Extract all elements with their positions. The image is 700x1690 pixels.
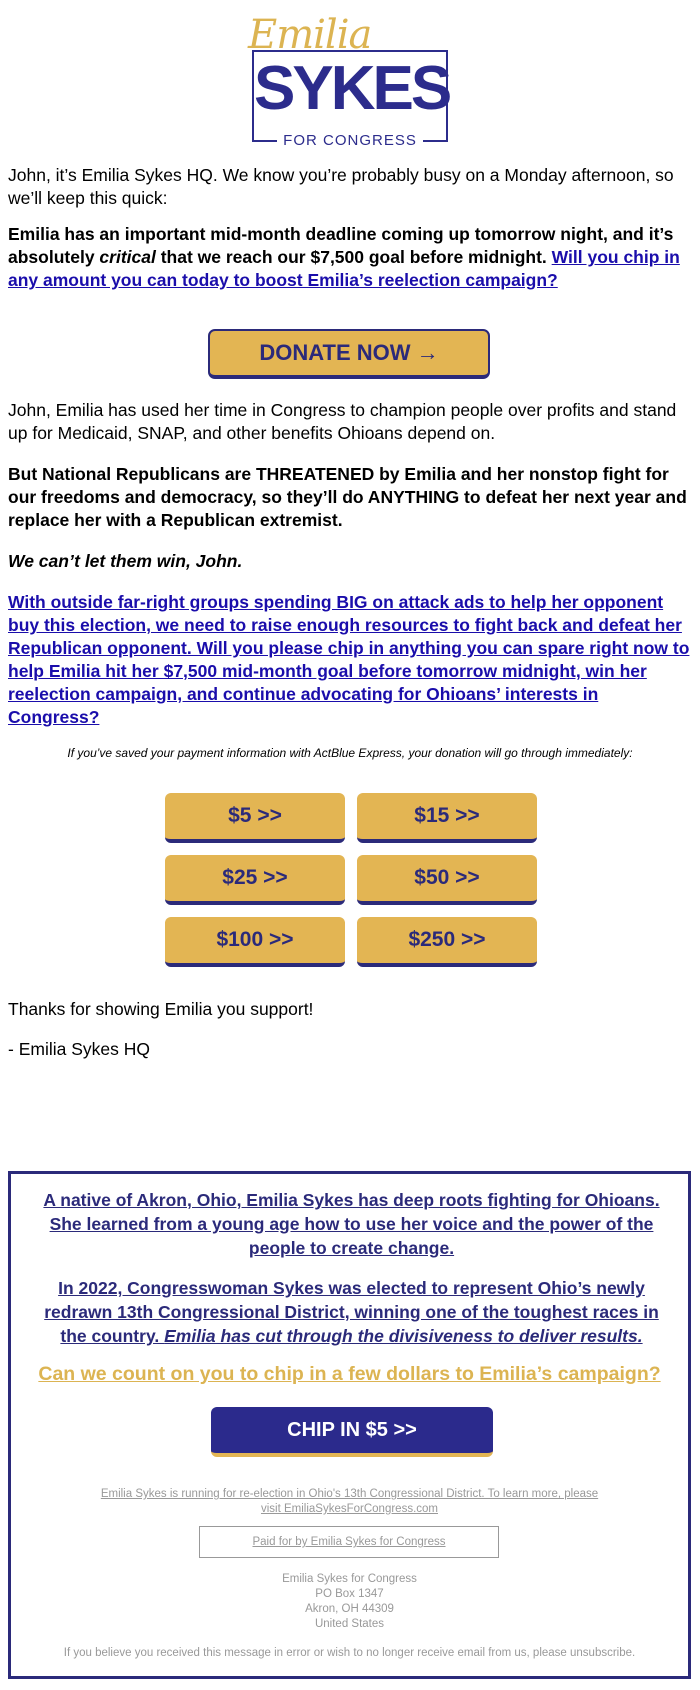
- address-line-2: PO Box 1347: [315, 1588, 384, 1600]
- bio-paragraph-2: In 2022, Congresswoman Sykes was elected to represent Ohio’s newly redrawn 13th Congressional District, winning one of the toughest races in the country. Emilia has cut through the divisiveness to deliver results.: [44, 1278, 659, 1346]
- signoff-line: - Emilia Sykes HQ: [8, 1039, 150, 1059]
- appeal-paragraph: [8, 591, 694, 729]
- chip-in-5-button[interactable]: CHIP IN $5 >>: [211, 1407, 493, 1457]
- logo-surname: SYKES: [254, 54, 450, 123]
- cant-let-them-win: We can’t let them win, John.: [8, 551, 243, 571]
- disclaimer-line-1: Emilia Sykes is running for re-election in Ohio's 13th Congressional District. To learn more, please: [100, 1488, 599, 1500]
- address-line-1: Emilia Sykes for Congress: [282, 1573, 417, 1585]
- campaign-logo: [248, 12, 458, 152]
- unsubscribe-notice[interactable]: If you believe you received this message in error or wish to no longer receive email from us, please unsubscribe.: [63, 1647, 636, 1659]
- chip-in-ask[interactable]: Can we count on you to chip in a few dollars to Emilia’s campaign?: [38, 1363, 661, 1385]
- donate-15-button[interactable]: $15 >>: [357, 793, 537, 843]
- logo-frame: [252, 50, 450, 149]
- deadline-paragraph: Emilia has an important mid-month deadline coming up tomorrow night, and it’s absolutely critical that we reach our $7,500 goal before midnight. Will you chip in any amount you can today to boost Emilia’s reelection campaign?: [8, 224, 680, 290]
- threat-paragraph: But National Republicans are THREATENED by Emilia and her nonstop fight for our freedoms and democracy, so they’ll do ANYTHING to defeat her next year and replace her with a Republican extremist.: [8, 464, 687, 530]
- deadline-donate-link[interactable]: Will you chip in any amount you can today to boost Emilia’s reelection campaign?: [8, 247, 680, 290]
- actblue-note: If you’ve saved your payment information with ActBlue Express, your donation will go through immediately:: [67, 746, 633, 760]
- intro-paragraph: John, it’s Emilia Sykes HQ. We know you’re probably busy on a Monday afternoon, so we’ll keep this quick:: [8, 165, 674, 208]
- campaign-site-link[interactable]: visit EmiliaSykesForCongress.com: [260, 1503, 438, 1515]
- donate-50-button[interactable]: $50 >>: [357, 855, 537, 905]
- thanks-line: Thanks for showing Emilia you support!: [8, 999, 314, 1019]
- donate-250-button[interactable]: $250 >>: [357, 917, 537, 967]
- footer-box: [8, 1171, 691, 1679]
- donate-now-button[interactable]: DONATE NOW →: [208, 329, 490, 379]
- record-paragraph: John, Emilia has used her time in Congress to champion people over profits and stand up for Medicaid, SNAP, and other benefits Ohioans depend on.: [8, 400, 677, 443]
- donate-25-button[interactable]: $25 >>: [165, 855, 345, 905]
- donate-100-button[interactable]: $100 >>: [165, 917, 345, 967]
- address-line-4: United States: [314, 1618, 385, 1630]
- bio-paragraph-1: A native of Akron, Ohio, Emilia Sykes has deep roots fighting for Ohioans. She learned from a young age how to use her voice and the power of the people to create change.: [43, 1190, 660, 1258]
- appeal-donate-link[interactable]: With outside far-right groups spending BIG on attack ads to help her opponent buy this election, we need to raise enough resources to fight back and defeat her Republican opponent. Will you please chip in anything you can spare right now to help Emilia hit her $7,500 mid-month goal before tomorrow midnight, win her reelection campaign, and continue advocating for Ohioans’ interests in Congress?: [8, 592, 690, 727]
- donate-5-button[interactable]: $5 >>: [165, 793, 345, 843]
- logo-script-name: Emilia: [248, 12, 372, 58]
- address-line-3: Akron, OH 44309: [305, 1603, 394, 1615]
- logo-tagline: FOR CONGRESS: [254, 132, 446, 149]
- paid-for-notice: Paid for by Emilia Sykes for Congress: [199, 1526, 499, 1558]
